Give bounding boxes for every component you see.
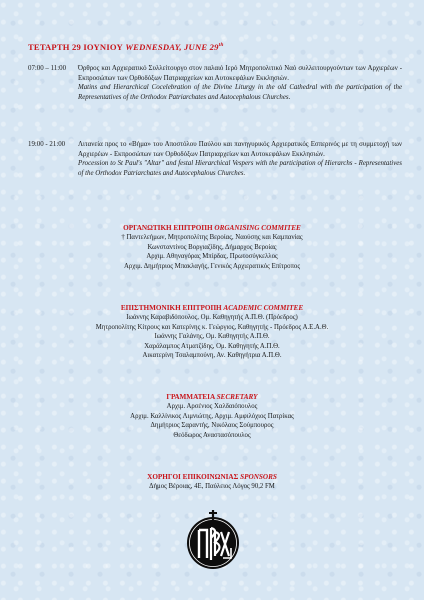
section-title-greek: ΓΡΑΜΜΑΤΕΙΑ: [166, 393, 215, 401]
section-title-english: ORGANISING COMMITEE: [214, 224, 301, 232]
event-time: 07:00 – 11:00: [28, 65, 67, 72]
section-title: [0, 392, 424, 402]
event-body: [78, 64, 402, 102]
date-english-suffix: th: [218, 42, 224, 49]
member-line: Αρχιμ. Δημήτριος Μπακλαγής, Γενικός Αρχιερατικός Επίτροπος: [123, 262, 301, 270]
member-line: † Παντελεήμων, Μητροπολίτης Βεροίας, Ναούσης και Καμπανίας: [121, 234, 303, 241]
member-line: Κωνσταντίνος Βοργιαζίδης, Δήμαρχος Βεροίας: [147, 243, 277, 251]
section-title-greek: ΧΟΡΗΓΟΙ ΕΠΙΚΟΙΝΩΝΙΑΣ: [147, 473, 239, 481]
member-line: Αρχιμ. Καλλίνικος Λιμνιώτης, Αρχιμ. Αμφιλόχιος Πατρίκας: [130, 412, 294, 420]
academic-committee: [0, 303, 424, 361]
event-time: 19:00 - 21:00: [28, 141, 66, 148]
date-greek: ΤΕΤΑΡΤΗ 29 ΙΟΥΝΙΟΥ: [28, 42, 123, 52]
event-description-english: Procession to St Paul's "Altar" and festal Hierarchical Vespers with the participation of Hierarchs - Representatives of the Orthodox Patriarchates and Autocephalous Churches.: [78, 160, 402, 177]
event-morning: [28, 64, 402, 102]
section-title: [0, 303, 424, 313]
section-title-greek: ΟΡΓΑΝΩΤΙΚΗ ΕΠΙΤΡΟΠΗ: [123, 224, 213, 232]
event-description-greek: Λιτανεία προς το «Βήμα» του Αποστόλου Παύλου και πανηγυρικός Αρχιερατικός Εσπερινός με τη συμμετοχή των Αρχιερέων - Εκπροσώπων των Ορθοδόξων Πατριαρχείων και Αυτοκεφάλων Εκκλησιών.: [78, 141, 402, 158]
section-title-english: SECRETARY: [216, 393, 258, 401]
event-body: [78, 140, 402, 178]
member-line: Ιωάννης Καραβιδόπουλος, Ομ. Καθηγητής Α.Π.Θ. (Πρόεδρος): [126, 314, 298, 321]
organising-committee: [0, 223, 424, 271]
event-evening: [28, 140, 402, 178]
member-line: Αρχιμ. Αρσένιος Χαλδαιόπουλος: [166, 403, 258, 410]
date-english-day: WEDNESDAY, JUNE 29: [125, 42, 219, 52]
sponsors: [0, 472, 424, 492]
secretary: [0, 392, 424, 440]
member-line: Μητροπολίτης Κίτρους και Κατερίνης κ. Γεώργιος, Καθηγητής - Πρόεδρος Α.Ε.Α.Θ.: [95, 323, 329, 331]
member-line: Δήμος Βέροιας, 4Ε, Παύλειος Λόγος 90,2 FM: [149, 483, 275, 490]
section-title-english: ACADEMIC COMMITEE: [223, 304, 304, 312]
member-line: Αικατερίνη Τσαλαμπούνη, Αν. Καθηγήτρια Α.Π.Θ.: [142, 352, 282, 360]
member-line: Αρχιμ. Αθηναγόρας Μπίρδας, Πρωτοσύγκελλος: [146, 253, 278, 261]
pavleios-logos-emblem-icon: [185, 508, 241, 574]
date-heading: [28, 42, 224, 52]
event-description-greek: Όρθρος και Αρχιερατικό Συλλείτουργο στον παλαιό Ιερό Μητροπολιτικό Ναό συλλειτουργούντων των Αρχιερέων - Εκπροσώπων των Ορθοδόξων Πατριαρχείων και Αυτοκεφάλων Εκκλησιών.: [78, 65, 402, 82]
member-line: Ιωάννης Γαλάνης, Ομ. Καθηγητής Α.Π.Θ.: [154, 333, 270, 341]
section-title: [0, 223, 424, 233]
section-title-english: SPONSORS: [240, 473, 277, 481]
section-title-greek: ΕΠΙΣΤΗΜΟΝΙΚΗ ΕΠΙΤΡΟΠΗ: [120, 304, 222, 312]
date-english: [125, 42, 223, 52]
member-line: Θεόδωρος Αναστασόπουλος: [173, 431, 251, 439]
member-line: Δημήτριος Σαραντής, Νικόλαος Σούμπουρος: [150, 422, 274, 430]
member-line: Χαράλαμπος Ατματζίδης, Ομ. Καθηγητής Α.Π.Θ.: [144, 342, 280, 350]
event-description-english: Matins and Hierarchical Cocelebration of the Divine Liturgy in the old Cathedral with the participation of the Representatives of the Orthodox Patriarchates and Autocephalous Churches.: [78, 84, 402, 101]
section-title: [0, 472, 424, 482]
